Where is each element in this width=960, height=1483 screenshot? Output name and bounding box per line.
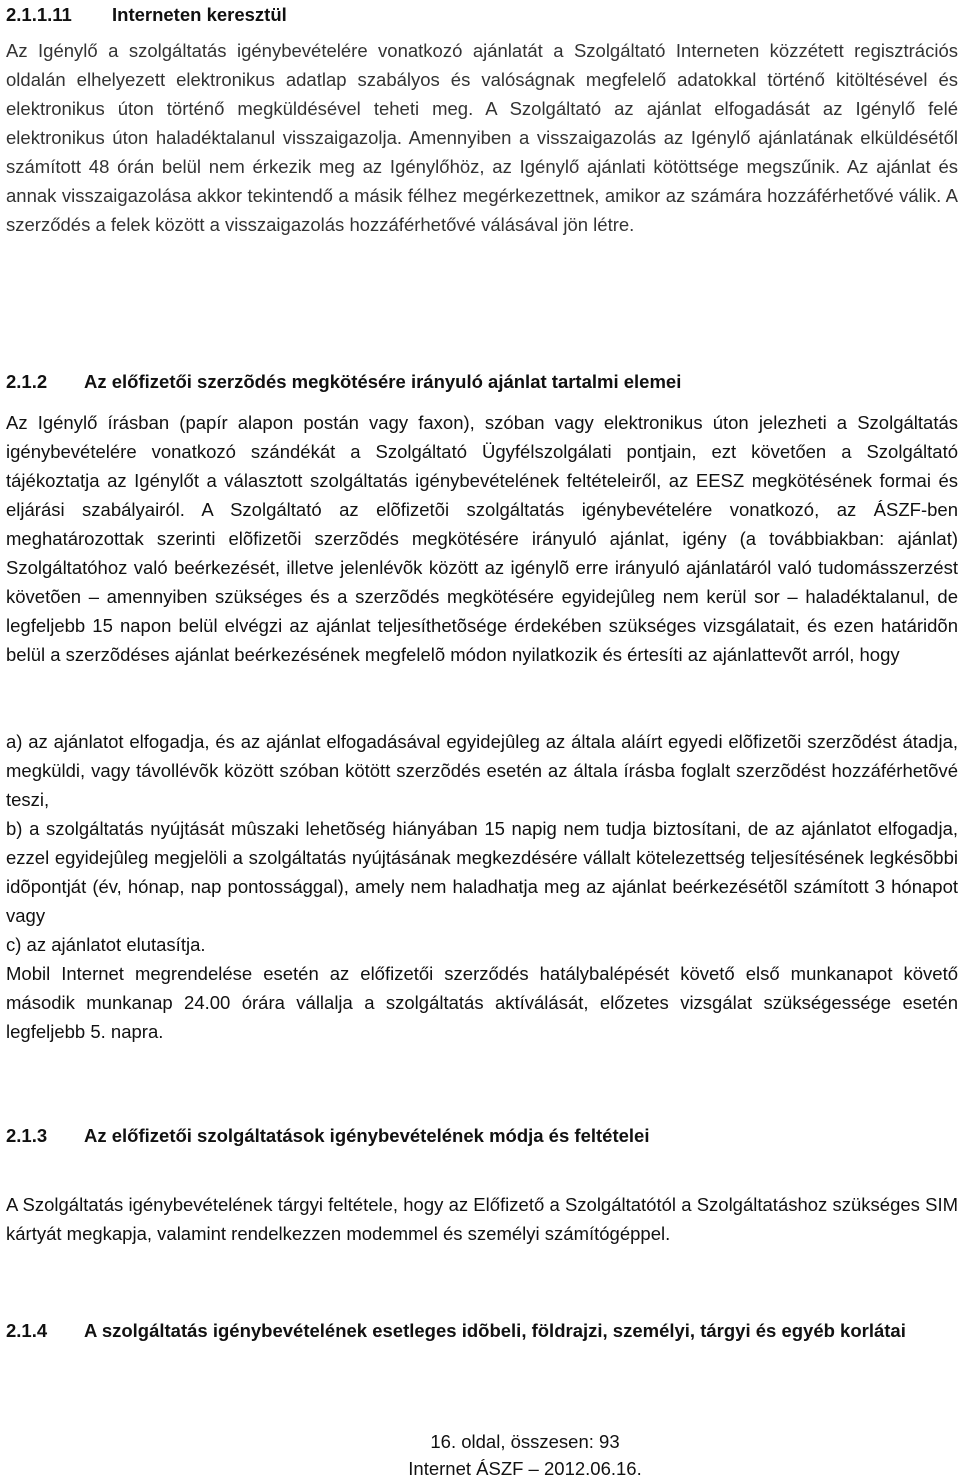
section-number: 2.1.1.11	[6, 4, 72, 25]
section-number: 2.1.4	[6, 1320, 48, 1341]
section-title: Az előfizetői szerzõdés megkötésére irányuló ajánlat tartalmi elemei	[84, 371, 682, 392]
footer-page-info: 16. oldal, összesen: 93	[430, 1431, 620, 1452]
section-heading-2-1-4	[6, 1318, 958, 1344]
section-heading-2-1-2	[6, 369, 681, 395]
section-heading-2-1-1-11	[6, 2, 287, 28]
footer-doc-info: Internet ÁSZF – 2012.06.16.	[408, 1458, 642, 1479]
list-item-c: c) az ajánlatot elutasítja.	[6, 934, 206, 955]
section-paragraph-mobile: Mobil Internet megrendelése esetén az előfizetői szerződés hatálybalépését követő első munkanapot követő második munkanap 24.00 órára vállalja a szolgáltatás aktíválását, előzetes vizsgálat szükségessége esetén legfeljebb 5. napra.	[6, 963, 958, 1042]
list-item-b: b) a szolgáltatás nyújtását mûszaki lehetõség hiányában 15 napig nem tudja biztosítani, de az ajánlatot elfogadja, ezzel egyidejûleg megjelöli a szolgáltatás nyújtásának megkezdésére vállalt kötelezettség teljesítésének legkésõbbi idõpontját (év, hónap, nap pontossággal), amely nem haladhatja meg az ajánlat beérkezésétõl számított 3 hónapot vagy	[6, 818, 958, 926]
section-title: Az előfizetői szolgáltatások igénybevételének módja és feltételei	[84, 1125, 650, 1146]
section-paragraph-conditions: A Szolgáltatás igénybevételének tárgyi feltétele, hogy az Előfizető a Szolgáltatótól a Szolgáltatáshoz szükséges SIM kártyát megkapja, valamint rendelkezzen modemmel és személyi számítógéppel.	[6, 1194, 958, 1244]
section-title: A szolgáltatás igénybevételének esetleges idõbeli, földrajzi, személyi, tárgyi és egyéb korlátai	[84, 1320, 906, 1341]
section-number: 2.1.2	[6, 371, 48, 392]
list-item-a: a) az ajánlatot elfogadja, és az ajánlat elfogadásával egyidejûleg az általa aláírt egyedi elõfizetõi szerzõdést átadja, megküldi, vagy távollévõk között szóban kötött szerzõdés esetén az általa írásba foglalt szerzõdést hozzáférhetõvé teszi,	[6, 731, 958, 810]
section-number: 2.1.3	[6, 1125, 48, 1146]
section-paragraph-offer: Az Igénylő írásban (papír alapon postán vagy faxon), szóban vagy elektronikus úton jelezheti a Szolgáltatás igénybevételére vonatkozó szándékát a Szolgáltató Ügyfélszolgálati pontjain, ezt követően a Szolgáltató tájékoztatja az Igénylőt a választott szolgáltatás igénybevételének feltételeiről, az EESZ megkötésének formai és eljárási szabályairól. A Szolgáltató az elõfizetõi szolgáltatás igénybevételére vonatkozó, az ÁSZF-ben meghatározottak szerinti elõfizetõi szerzõdés megkötésére irányuló ajánlat, igény (a továbbiakban: ajánlat) Szolgáltatóhoz való beérkezését, illetve jelenlévõk között az igénylõ erre irányuló ajánlatáról való tudomásszerzést követõen – amennyiben szükséges és a szerzõdés megkötésére egyidejûleg nem kerül sor – haladéktalanul, de legfeljebb 15 napon belül elvégzi az ajánlat teljesíthetõsége érdekében szükséges vizsgálatait, és ezen határidõn belül a szerzõdéses ajánlat beérkezésének megfelelõ módon nyilatkozik és értesíti az ajánlattevõt arról, hogy	[6, 412, 958, 665]
section-paragraph-internet: Az Igénylő a szolgáltatás igénybevételére vonatkozó ajánlatát a Szolgáltató Interneten közzétett regisztrációs oldalán elhelyezett elektronikus adatlap szabályos és valóságnak megfelelő adatokkal történő kitöltésével és elektronikus úton történő megküldésével teheti meg. A Szolgáltató az ajánlat elfogadását az Igénylő felé elektronikus úton haladéktalanul visszaigazolja. Amennyiben a visszaigazolás az Igénylő ajánlatának elküldésétől számított 48 órán belül nem érkezik meg az Igénylőhöz, az Igénylő ajánlati kötöttsége megszűnik. Az ajánlat és annak visszaigazolása akkor tekintendő a másik félhez megérkezettnek, amikor az számára hozzáférhetővé válik. A szerződés a felek között a visszaigazolás hozzáférhetővé válásával jön létre.	[6, 40, 958, 235]
section-title: Interneten keresztül	[112, 4, 287, 25]
section-heading-2-1-3	[6, 1123, 649, 1149]
